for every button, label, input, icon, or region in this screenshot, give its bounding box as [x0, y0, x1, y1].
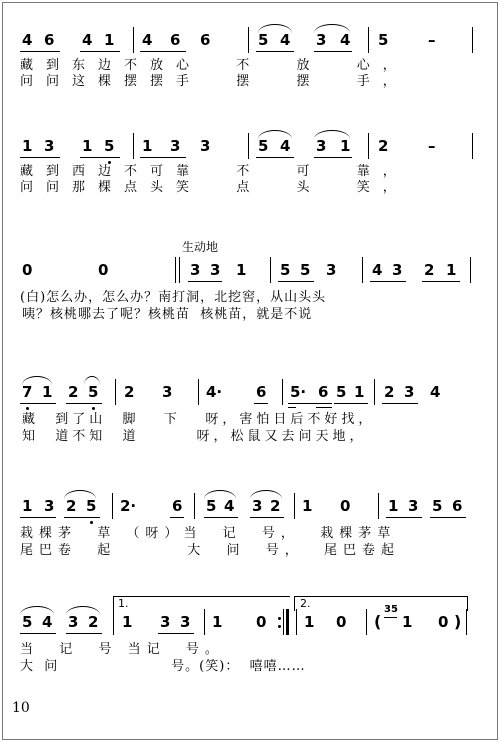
- note: 4: [22, 31, 33, 49]
- underline: [386, 517, 422, 518]
- underline: [334, 403, 368, 404]
- underline: [204, 517, 238, 518]
- lyric-line: 问问那棵点头笑 点 头 笑，: [20, 180, 409, 195]
- note: 3: [408, 497, 419, 515]
- underline: [314, 51, 352, 52]
- note: 1: [340, 137, 351, 155]
- barline: [112, 493, 113, 519]
- barline: [362, 257, 363, 283]
- lyric-line: (白)怎么办，怎么办？南打洞，北挖窖，从山头头: [20, 290, 327, 305]
- note: 3: [180, 613, 191, 631]
- note: 4·: [206, 383, 223, 401]
- lyric-line: 栽棵茅 草 （呀）当 记 号， 栽棵茅草: [20, 526, 397, 541]
- note: 1: [22, 137, 33, 155]
- barline: [283, 609, 284, 635]
- underline: [20, 51, 60, 52]
- note: 5·: [290, 383, 307, 401]
- note: 4: [224, 497, 235, 515]
- underline: [66, 403, 102, 404]
- note: 5: [378, 31, 389, 49]
- note: 4: [280, 31, 291, 49]
- note: 4: [430, 383, 441, 401]
- note: 0: [438, 613, 449, 631]
- note: 2: [378, 137, 389, 155]
- note: 0: [256, 613, 267, 631]
- underline: [288, 407, 296, 408]
- underline: [382, 403, 418, 404]
- barline: [133, 27, 134, 53]
- note: 5: [280, 261, 291, 279]
- barline: [470, 257, 471, 283]
- underline: [20, 403, 56, 404]
- note: 6: [172, 497, 183, 515]
- barline: [179, 257, 180, 283]
- note: 6: [318, 383, 329, 401]
- note: 2: [68, 383, 79, 401]
- note: 4: [340, 31, 351, 49]
- underline: [384, 617, 397, 618]
- underline: [430, 517, 466, 518]
- note: 3: [44, 137, 55, 155]
- note: 1: [142, 137, 153, 155]
- underline: [250, 517, 284, 518]
- barline: [204, 609, 205, 635]
- note: 4: [42, 613, 53, 631]
- underline: [140, 157, 186, 158]
- page-number: 10: [12, 700, 30, 716]
- low-octave-dot: [92, 407, 95, 410]
- note: 2: [66, 497, 77, 515]
- barline: [248, 133, 249, 159]
- repeat-dot: [278, 617, 281, 620]
- volta-2-label: 2.: [300, 597, 311, 610]
- lyric-line: 当 记 号 当记 号。: [20, 642, 224, 657]
- underline: [158, 633, 194, 634]
- underline: [140, 51, 186, 52]
- note: 3: [44, 497, 55, 515]
- note: –: [428, 31, 436, 49]
- lyric-line: 尾巴卷 起 大 问 号， 尾巴卷起: [20, 543, 400, 558]
- note: 3: [160, 613, 171, 631]
- underline: [170, 517, 184, 518]
- note: 1: [236, 261, 247, 279]
- lyric-line: 问问这棵摆摆手 摆 摆 手，: [20, 74, 409, 89]
- underline: [80, 51, 120, 52]
- note: 5: [86, 497, 97, 515]
- volta-1-label: 1.: [118, 597, 129, 610]
- expression-mark: 生动地: [182, 240, 219, 254]
- note: 5: [258, 31, 269, 49]
- note: 3: [68, 613, 79, 631]
- note: 2: [124, 383, 135, 401]
- underline: [20, 517, 56, 518]
- barline: [113, 609, 114, 635]
- note: 5: [336, 383, 347, 401]
- underline: [370, 281, 406, 282]
- underline: [422, 281, 460, 282]
- note: 1: [82, 137, 93, 155]
- note: 5: [432, 497, 443, 515]
- note: 4: [82, 31, 93, 49]
- barline: [366, 609, 367, 635]
- lyric-line: 藏 到了山 脚 下 呀，害怕日后不好找，: [22, 412, 376, 427]
- volta-1: [113, 596, 290, 611]
- lyric-line: 知 道不知 道 呀，松鼠又去问天地，: [22, 429, 367, 444]
- note: 1: [302, 497, 313, 515]
- note: –: [428, 137, 436, 155]
- low-octave-dot: [90, 521, 93, 524]
- note: 5: [300, 261, 311, 279]
- barline: [472, 133, 473, 159]
- note: 1: [304, 613, 315, 631]
- note: 5: [22, 613, 33, 631]
- underline: [256, 157, 294, 158]
- note: 1: [388, 497, 399, 515]
- note: 1: [122, 613, 133, 631]
- barline: [472, 27, 473, 53]
- note: 5: [104, 137, 115, 155]
- underline: [314, 157, 352, 158]
- note: 5: [88, 383, 99, 401]
- barline: [270, 257, 271, 283]
- barline: [368, 133, 369, 159]
- note: 6: [256, 383, 267, 401]
- underline: [288, 403, 332, 404]
- thick-barline: [286, 609, 289, 635]
- repeat-dot: [278, 625, 281, 628]
- underline: [256, 51, 294, 52]
- low-octave-dot: [26, 407, 29, 410]
- note: 2: [384, 383, 395, 401]
- underline: [20, 157, 60, 158]
- note: 3: [170, 137, 181, 155]
- underline: [66, 633, 102, 634]
- note: 6: [170, 31, 181, 49]
- note: 6: [452, 497, 463, 515]
- note: 5: [258, 137, 269, 155]
- note: 2: [270, 497, 281, 515]
- note: 1: [402, 613, 413, 631]
- underline: [278, 281, 314, 282]
- barline: [296, 609, 297, 635]
- barline: [368, 27, 369, 53]
- lyric-line: 咦？核桃哪去了呢？核桃苗 核桃苗，就是不说: [22, 307, 313, 322]
- note: 1: [446, 261, 457, 279]
- note: 3: [252, 497, 263, 515]
- note: 3: [392, 261, 403, 279]
- note: 7: [22, 383, 33, 401]
- note: 6: [44, 31, 55, 49]
- underline: [188, 281, 222, 282]
- note: 0: [340, 497, 351, 515]
- barline: [378, 493, 379, 519]
- underline: [20, 633, 56, 634]
- volta-2: [294, 596, 468, 611]
- lyric-line: 藏到东边不放心 不 放 心，: [20, 58, 409, 73]
- barline: [466, 609, 467, 635]
- note: 2: [88, 613, 99, 631]
- note: 0: [22, 261, 33, 279]
- note: 2: [424, 261, 435, 279]
- grace-notes: 35: [384, 604, 398, 615]
- barline: [115, 379, 116, 405]
- note: 3: [200, 137, 211, 155]
- note: 4: [372, 261, 383, 279]
- note: 3: [190, 261, 201, 279]
- note: 6: [200, 31, 211, 49]
- note: 0: [336, 613, 347, 631]
- note: 4: [280, 137, 291, 155]
- note: 3: [404, 383, 415, 401]
- note: 3: [316, 31, 327, 49]
- barline: [175, 257, 176, 283]
- note: 1: [104, 31, 115, 49]
- note: 3: [162, 383, 173, 401]
- underline: [316, 407, 332, 408]
- underline: [80, 157, 120, 158]
- note: 1: [354, 383, 365, 401]
- underline: [254, 403, 268, 404]
- barline: [198, 379, 199, 405]
- underline: [64, 517, 100, 518]
- parenthesis: (: [374, 612, 382, 631]
- note: 3: [210, 261, 221, 279]
- barline: [294, 493, 295, 519]
- note: 1: [42, 383, 53, 401]
- barline: [194, 493, 195, 519]
- parenthesis: ): [454, 612, 462, 631]
- note: 1: [22, 497, 33, 515]
- note: 3: [326, 261, 337, 279]
- note: 2·: [120, 497, 137, 515]
- lyric-line: 藏到西边不可靠 不 可 靠，: [20, 164, 409, 179]
- note: 4: [142, 31, 153, 49]
- barline: [133, 133, 134, 159]
- note: 5: [206, 497, 217, 515]
- lyric-line: 大 问 号。(笑)： 嘻嘻……: [20, 659, 306, 674]
- barline: [282, 379, 283, 405]
- barline: [374, 379, 375, 405]
- note: 1: [212, 613, 223, 631]
- note: 0: [98, 261, 109, 279]
- note: 3: [316, 137, 327, 155]
- barline: [248, 27, 249, 53]
